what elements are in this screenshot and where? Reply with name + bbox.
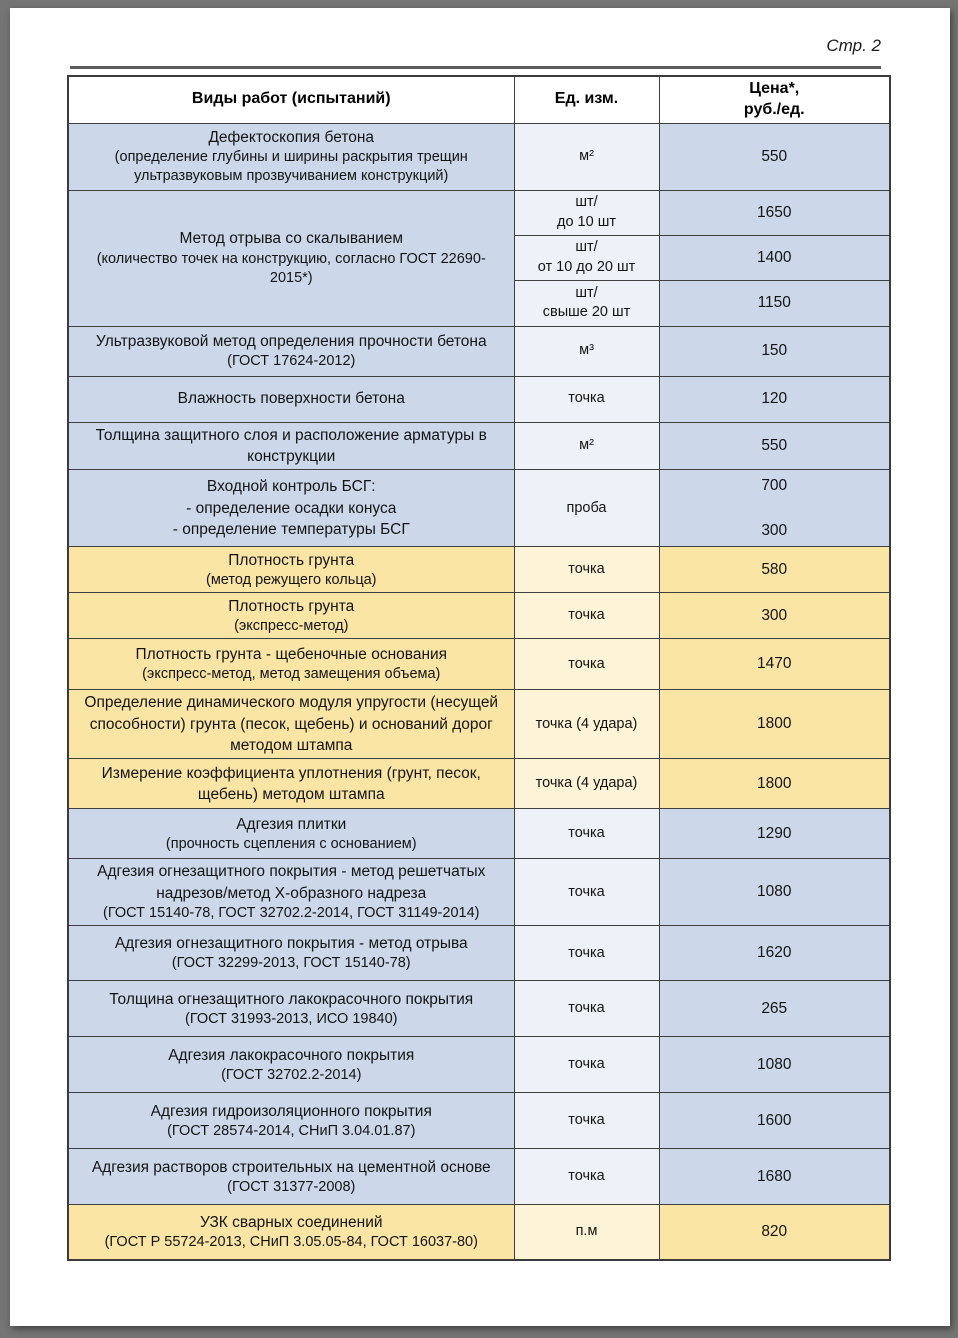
unit-cell: точка [514, 593, 659, 639]
unit-cell: точка [514, 547, 659, 593]
unit-cell: точка [514, 1149, 659, 1205]
table-row [68, 1037, 890, 1093]
table-row [68, 326, 890, 376]
table-row [68, 639, 890, 690]
work-name-cell: Адгезия огнезащитного покрытия - метод отрыва (ГОСТ 32299-2013, ГОСТ 15140-78) [68, 926, 514, 981]
page-number: Стр. 2 [826, 36, 881, 55]
unit-cell: м² [514, 422, 659, 470]
table-row [68, 190, 890, 235]
price-cell: 1650 [659, 190, 890, 235]
work-name-cell: Определение динамического модуля упругости (несущей способности) грунта (песок, щебень) и оснований дорог методом штампа [68, 690, 514, 759]
price-cell: 300 [659, 593, 890, 639]
table-row [68, 547, 890, 593]
work-name-cell: Ультразвуковой метод определения прочности бетона (ГОСТ 17624-2012) [68, 326, 514, 376]
unit-cell: точка [514, 926, 659, 981]
work-name-cell: Плотность грунта - щебеночные основания (экспресс-метод, метод замещения объема) [68, 639, 514, 690]
price-header-line1: Цена*, [749, 80, 800, 97]
unit-cell: точка [514, 1037, 659, 1093]
table-row [68, 809, 890, 859]
column-header-price [659, 76, 890, 123]
unit-cell: точка [514, 859, 659, 926]
table-row [68, 759, 890, 809]
column-header-work: Виды работ (испытаний) [68, 76, 514, 123]
work-name-cell: Адгезия растворов строительных на цементной основе (ГОСТ 31377-2008) [68, 1149, 514, 1205]
price-cell: 1600 [659, 1093, 890, 1149]
table-row [68, 859, 890, 926]
work-name-cell: Адгезия гидроизоляционного покрытия (ГОСТ 28574-2014, СНиП 3.04.01.87) [68, 1093, 514, 1149]
price-cell: 550 [659, 123, 890, 190]
work-name-cell: Адгезия лакокрасочного покрытия (ГОСТ 32702.2-2014) [68, 1037, 514, 1093]
price-cell: 265 [659, 981, 890, 1037]
price-cell: 1800 [659, 690, 890, 759]
price-cell: 1080 [659, 859, 890, 926]
price-cell: 1290 [659, 809, 890, 859]
work-name-cell: Плотность грунта (экспресс-метод) [68, 593, 514, 639]
table-row [68, 593, 890, 639]
price-cell: 1080 [659, 1037, 890, 1093]
unit-cell: точка [514, 809, 659, 859]
work-name-cell: Толщина защитного слоя и расположение арматуры в конструкции [68, 422, 514, 470]
work-name-cell: Плотность грунта (метод режущего кольца) [68, 547, 514, 593]
price-cell: 120 [659, 376, 890, 422]
unit-cell: точка [514, 639, 659, 690]
table-row [68, 926, 890, 981]
price-header-line2: руб./ед. [743, 100, 805, 118]
unit-cell: шт/ от 10 до 20 шт [514, 235, 659, 280]
unit-cell: м³ [514, 326, 659, 376]
table-row [68, 123, 890, 190]
price-cell: 150 [659, 326, 890, 376]
document-page [10, 8, 950, 1326]
header-rule [70, 66, 881, 69]
unit-cell: точка (4 удара) [514, 690, 659, 759]
table-row [68, 981, 890, 1037]
unit-cell: шт/ свыше 20 шт [514, 280, 659, 326]
table-header-row [68, 76, 890, 123]
table-row [68, 1149, 890, 1205]
work-name-cell: Толщина огнезащитного лакокрасочного покрытия (ГОСТ 31993-2013, ИСО 19840) [68, 981, 514, 1037]
unit-cell: шт/ до 10 шт [514, 190, 659, 235]
unit-cell: точка [514, 376, 659, 422]
table-row [68, 422, 890, 470]
table-row [68, 690, 890, 759]
price-cell: 1800 [659, 759, 890, 809]
work-name-cell: Влажность поверхности бетона [68, 376, 514, 422]
unit-cell: точка (4 удара) [514, 759, 659, 809]
table-row [68, 470, 890, 547]
price-cell: 820 [659, 1205, 890, 1260]
work-name-cell: Метод отрыва со скалыванием (количество точек на конструкцию, согласно ГОСТ 22690-2015*) [68, 190, 514, 326]
work-name-cell: Измерение коэффициента уплотнения (грунт, песок, щебень) методом штампа [68, 759, 514, 809]
work-name-cell: Дефектоскопия бетона (определение глубины и ширины раскрытия трещин ультразвуковым прозвучиванием конструкций) [68, 123, 514, 190]
price-cell: 1400 [659, 235, 890, 280]
unit-cell: проба [514, 470, 659, 547]
price-cell: 1620 [659, 926, 890, 981]
table-row [68, 1205, 890, 1260]
work-name-cell: Адгезия огнезащитного покрытия - метод решетчатых надрезов/метод Х-образного надреза (ГОСТ 15140-78, ГОСТ 32702.2-2014, ГОСТ 31149-2014) [68, 859, 514, 926]
table-row [68, 1093, 890, 1149]
price-cell: 1680 [659, 1149, 890, 1205]
unit-cell: точка [514, 1093, 659, 1149]
unit-cell: м² [514, 123, 659, 190]
work-name-cell: УЗК сварных соединений (ГОСТ Р 55724-2013, СНиП 3.05.05-84, ГОСТ 16037-80) [68, 1205, 514, 1260]
price-table [67, 75, 891, 1261]
work-name-cell: Входной контроль БСГ: - определение осадки конуса - определение температуры БСГ [68, 470, 514, 547]
unit-cell: п.м [514, 1205, 659, 1260]
unit-cell: точка [514, 981, 659, 1037]
work-name-cell: Адгезия плитки (прочность сцепления с основанием) [68, 809, 514, 859]
price-cell: 1150 [659, 280, 890, 326]
price-cell: 580 [659, 547, 890, 593]
table-row [68, 376, 890, 422]
price-cell: 550 [659, 422, 890, 470]
price-cell: 700 300 [659, 470, 890, 547]
column-header-unit: Ед. изм. [514, 76, 659, 123]
price-cell: 1470 [659, 639, 890, 690]
